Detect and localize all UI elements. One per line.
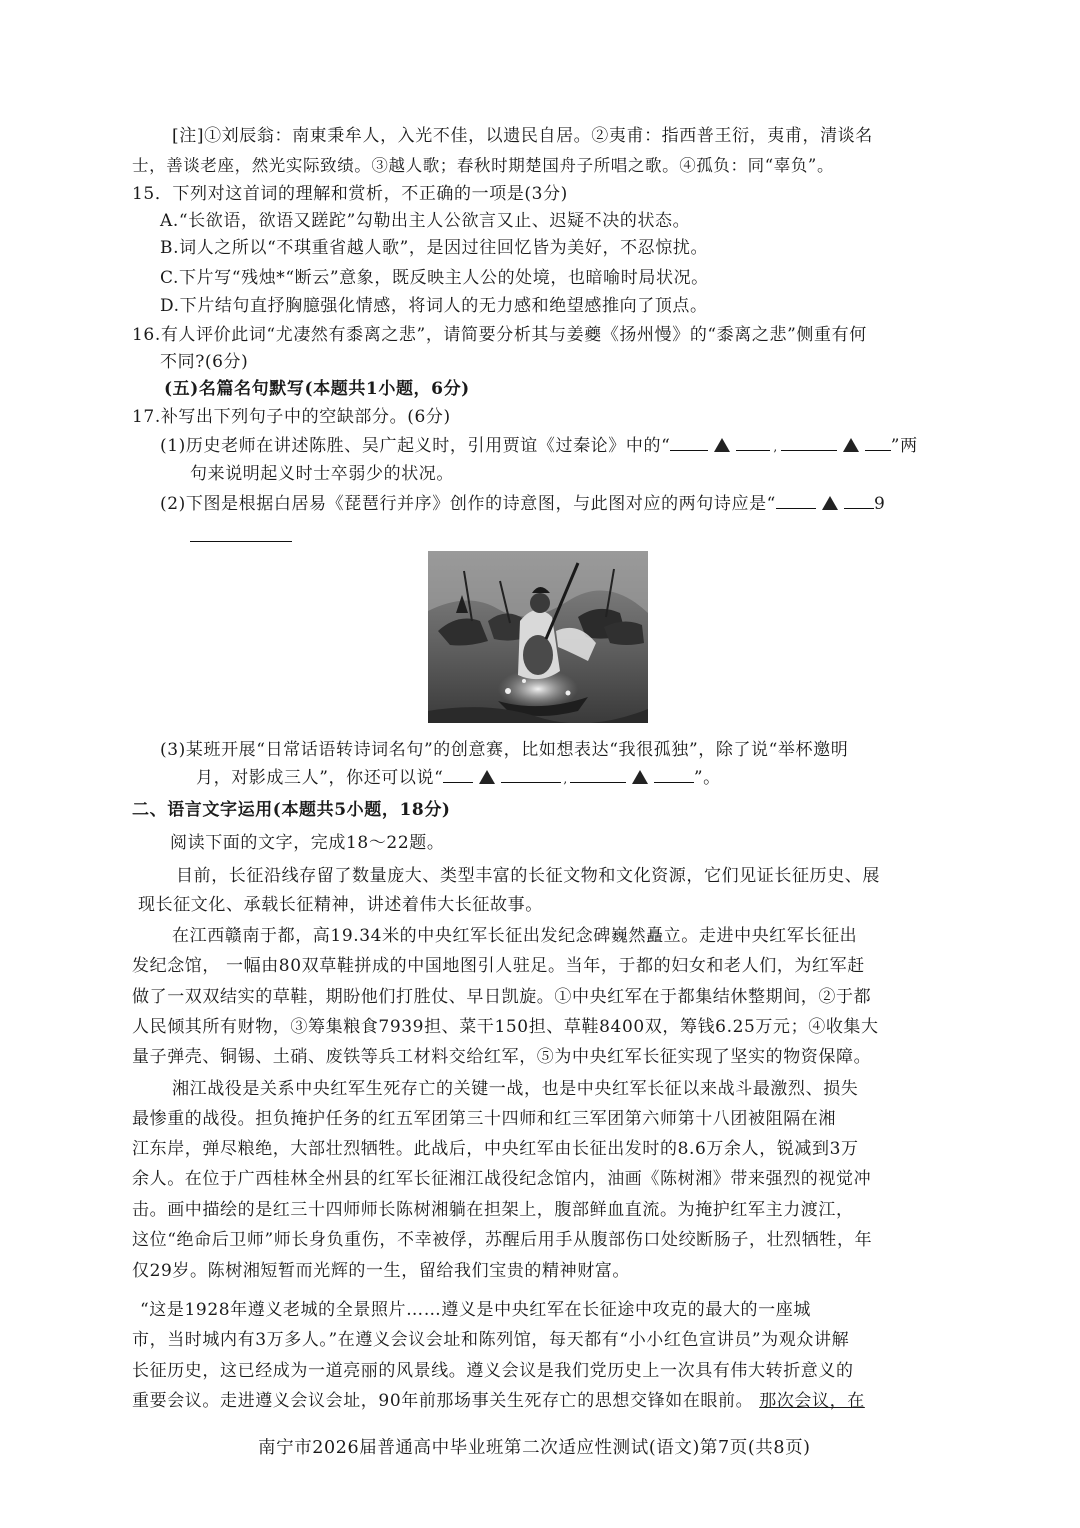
para-3-line-4: 余人。在位于广西桂林全州县的红军长征湘江战役纪念馆内，油画《陈树湘》带来强烈的视觉冲	[132, 1169, 872, 1189]
q15-option-a: A.“长欲语，欲语又蹉跎”勾勒出主人公欲言又止、迟疑不决的状态。	[160, 211, 691, 231]
answer-blank[interactable]	[736, 434, 770, 451]
para-4-line-4	[132, 1389, 865, 1413]
q17-stem: 17.补写出下列句子中的空缺部分。(6分)	[132, 407, 451, 427]
q17-part-2-text: (2)下图是根据白居易《琵琶行并序》创作的诗意图，与此图对应的两句诗应是“	[160, 494, 776, 514]
section-5-heading: (五)名篇名句默写(本题共1小题，6分)	[164, 379, 470, 399]
para-3-line-2: 最惨重的战役。担负掩护任务的红五军团第三十四师和红三军团第六师第十八团被阻隔在湘	[132, 1109, 836, 1129]
para-4-line-4-text: 重要会议。走进遵义会议会址，90年前那场事关生死存亡的思想交锋如在眼前。	[132, 1391, 760, 1411]
q17-part-1-text: (1)历史老师在讲述陈胜、吴广起义时，引用贾谊《过秦论》中的“	[160, 436, 671, 456]
underlined-sentence: 那次会议，在	[759, 1391, 865, 1411]
comma-mark: ,	[773, 440, 778, 454]
q17-part-3-line-1: (3)某班开展“日常话语转诗词名句”的创意赛，比如想表达“我很孤独”，除了说“举杯邀明	[160, 740, 849, 760]
answer-blank[interactable]	[654, 766, 694, 783]
q16-line-2: 不同?(6分)	[160, 352, 249, 372]
para-3-line-1: 湘江战役是关系中央红军生死存亡的关键一战，也是中央红军长征以来战斗最激烈、损失	[172, 1079, 859, 1099]
blank-marker-icon	[822, 496, 838, 510]
q17-part-3-line-2	[196, 766, 721, 791]
para-4-line-1: “这是1928年遵义老城的全景照片……遵义是中央红军在长征途中攻克的最大的一座城	[140, 1300, 811, 1320]
q17-part-1-line-2: 句来说明起义时士卒弱少的状况。	[190, 464, 454, 484]
para-1-line-1: 目前，长征沿线存留了数量庞大、类型丰富的长征文物和文化资源，它们见证长征历史、展	[176, 866, 880, 886]
para-4-line-3: 长征历史，这已经成为一道亮丽的风景线。遵义会议是我们党历史上一次具有伟大转折意义的	[132, 1361, 854, 1381]
blank-marker-icon	[843, 438, 859, 452]
blank-marker-icon	[632, 770, 648, 784]
comma-mark: ,	[563, 772, 568, 786]
answer-blank[interactable]	[865, 434, 891, 451]
q16-line-1: 16.有人评价此词“尤凄然有黍离之悲”，请简要分析其与姜夔《扬州慢》的“黍离之悲”侧重有何	[132, 325, 867, 345]
answer-blank[interactable]	[570, 766, 626, 783]
q17-part-3-end: ”。	[693, 768, 721, 788]
q15-option-d: D.下片结句直抒胸臆强化情感，将词人的无力感和绝望感推向了顶点。	[160, 296, 708, 316]
page-footer: 南宁市2026届普通高中毕业班第二次适应性测试(语文)第7页(共8页)	[258, 1438, 811, 1458]
answer-blank[interactable]	[776, 492, 816, 509]
answer-blank[interactable]	[670, 434, 708, 451]
q15-option-b: B.词人之所以“不琪重省越人歌”，是因过往回忆皆为美好，不忍惊扰。	[160, 238, 709, 258]
answer-blank[interactable]	[781, 434, 837, 451]
q15-option-c: C.下片写“残烛*“断云”意象，既反映主人公的处境，也暗喻时局状况。	[160, 268, 709, 288]
reading-intro: 阅读下面的文字，完成18～22题。	[170, 833, 445, 853]
answer-blank[interactable]	[443, 766, 473, 783]
para-2-line-2: 发纪念馆， 一幅由80双草鞋拼成的中国地图引人驻足。当年，于都的妇女和老人们，为红军赶	[132, 956, 865, 976]
para-2-line-1: 在江西赣南于都，高19.34米的中央红军长征出发纪念碑巍然矗立。走进中央红军长征出	[172, 926, 858, 946]
q17-part-2	[160, 492, 885, 516]
q17-part-3-text: 月，对影成三人”，你还可以说“	[196, 768, 444, 788]
pipa-poem-illustration	[428, 551, 648, 723]
para-3-line-3: 江东岸，弹尽粮绝，大部壮烈牺牲。此战后，中央红军由长征出发时的8.6万余人，锐减到3万	[132, 1139, 859, 1159]
para-3-line-7: 仅29岁。陈树湘短暂而光辉的一生，留给我们宝贵的精神财富。	[132, 1261, 631, 1281]
para-4-line-2: 市，当时城内有3万多人。”在遵义会议会址和陈列馆，每天都有“小小红色宣讲员”为观众讲解	[132, 1330, 850, 1350]
answer-blank[interactable]	[190, 541, 292, 542]
para-2-line-5: 量子弹壳、铜锡、土硝、废铁等兵工材料交给红军，⑤为中央红军长征实现了坚实的物资保障。	[132, 1047, 872, 1067]
para-2-line-4: 人民倾其所有财物，③筹集粮食7939担、菜干150担、草鞋8400双，筹钱6.25万元；④收集大	[132, 1017, 879, 1037]
para-1-line-2: 现长征文化、承载长征精神，讲述着伟大长征故事。	[138, 895, 543, 915]
para-3-line-5: 击。画中描绘的是红三十四师师长陈树湘躺在担架上，腹部鲜血直流。为掩护红军主力渡江，	[132, 1200, 854, 1220]
para-3-line-6: 这位“绝命后卫师”师长身负重伤，不幸被俘，苏醒后用手从腹部伤口处绞断肠子，壮烈牺牲，年	[132, 1230, 873, 1250]
q15-stem: 15．下列对这首词的理解和赏析，不正确的一项是(3分)	[132, 184, 568, 204]
blank-marker-icon	[479, 770, 495, 784]
q17-part-1	[160, 434, 918, 459]
section-2-heading: 二、语言文字运用(本题共5小题，18分)	[132, 800, 451, 820]
note-line-2: 士，善谈老座，然光实际致绩。③越人歌；春秋时期楚国舟子所唱之歌。④孤负：同“辜负”。	[132, 156, 835, 175]
answer-blank[interactable]	[844, 492, 874, 509]
para-2-line-3: 做了一双双结实的草鞋，期盼他们打胜仗、早日凯旋。①中央红军在于都集结休整期间，②于都	[132, 987, 872, 1007]
answer-blank[interactable]	[501, 766, 561, 783]
q17-part-1-end: ”两	[890, 436, 918, 456]
q17-part-2-end: 9	[873, 494, 886, 514]
note-line-1: [注]①刘辰翁：南東秉牟人，入光不佳，以遗民自居。②夷甫：指西普王衍，夷甫，清谈名	[172, 126, 873, 146]
blank-marker-icon	[714, 438, 730, 452]
